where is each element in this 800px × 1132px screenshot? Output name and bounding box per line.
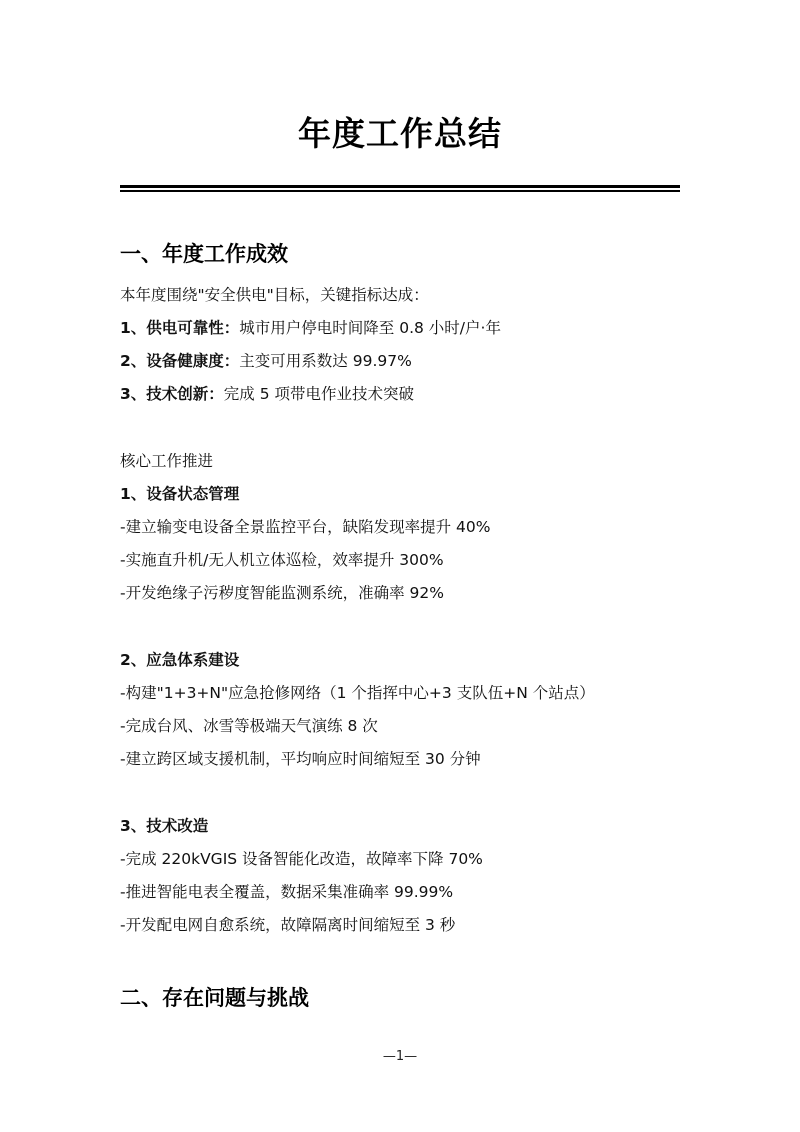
- list-item: -开发配电网自愈系统，故障隔离时间缩短至 3 秒: [120, 916, 456, 934]
- group-heading-tech-upgrade: 3、技术改造: [120, 817, 209, 835]
- list-item: -开发绝缘子污秽度智能监测系统，准确率 92%: [120, 584, 444, 602]
- rule-thin-line: [120, 190, 680, 192]
- metric-value: 完成 5 项带电作业技术突破: [223, 385, 415, 403]
- list-item: -构建"1+3+N"应急抢修网络（1 个指挥中心+3 支队伍+N 个站点）: [120, 684, 595, 702]
- group-heading-equipment: 1、设备状态管理: [120, 485, 240, 503]
- section-heading-achievements: 一、年度工作成效: [120, 242, 288, 266]
- list-item: -推进智能电表全覆盖，数据采集准确率 99.99%: [120, 883, 454, 901]
- list-item: -实施直升机/无人机立体巡检，效率提升 300%: [120, 551, 444, 569]
- metric-key: 3、技术创新：: [120, 385, 224, 403]
- document-title: 年度工作总结: [298, 114, 502, 153]
- metric-line: [120, 349, 412, 371]
- title-double-rule: [120, 185, 680, 192]
- rule-thick-line: [120, 185, 680, 188]
- metric-value: 主变可用系数达 99.97%: [239, 352, 412, 370]
- metric-value: 城市用户停电时间降至 0.8 小时/户·年: [239, 319, 501, 337]
- metric-key: 1、供电可靠性：: [120, 319, 240, 337]
- metric-key: 2、设备健康度：: [120, 352, 240, 370]
- list-item: -完成 220kVGIS 设备智能化改造，故障率下降 70%: [120, 850, 483, 868]
- list-item: -完成台风、冰雪等极端天气演练 8 次: [120, 717, 378, 735]
- page-number: —1—: [382, 1049, 418, 1064]
- section-intro: 本年度围绕"安全供电"目标，关键指标达成：: [120, 286, 429, 304]
- metric-line: [120, 382, 414, 404]
- section-heading-challenges: 二、存在问题与挑战: [120, 986, 309, 1010]
- group-heading-emergency: 2、应急体系建设: [120, 651, 240, 669]
- core-work-label: 核心工作推进: [120, 452, 214, 470]
- list-item: -建立跨区域支援机制，平均响应时间缩短至 30 分钟: [120, 750, 481, 768]
- metric-line: [120, 316, 501, 338]
- list-item: -建立输变电设备全景监控平台，缺陷发现率提升 40%: [120, 518, 491, 536]
